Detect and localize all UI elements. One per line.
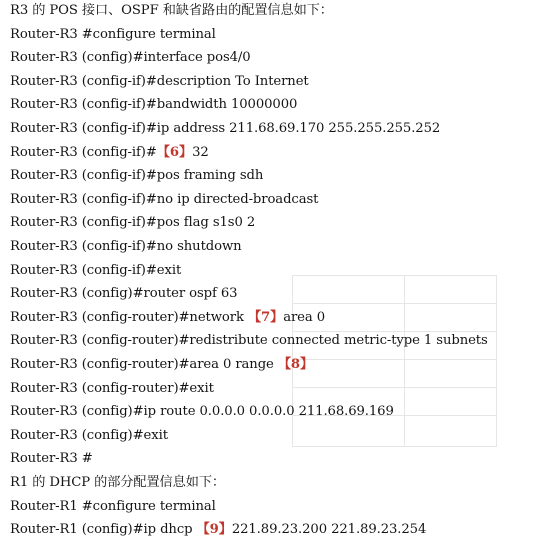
- line-text: Router-R3 (config-router)#network: [10, 309, 248, 325]
- line-text: Router-R3 (config-if)#description To Internet: [10, 73, 309, 89]
- line-text: R1 的 DHCP 的部分配置信息如下：: [10, 475, 225, 490]
- answer-blank-marker: 【7】: [247, 309, 284, 325]
- line-text-after-blank: area 0: [283, 309, 326, 325]
- line-text: Router-R3 (config-if)#pos flag s1s0 2: [10, 215, 256, 231]
- line-text: Router-R1 (config)#ip dhcp: [10, 522, 197, 538]
- line-text-after-blank: 221.89.23.200 221.89.23.254: [231, 522, 427, 538]
- config-line: [10, 309, 325, 327]
- line-text: Router-R3 (config-if)#no shutdown: [10, 239, 242, 254]
- bleed-through-table: [292, 275, 497, 447]
- config-line: [10, 285, 237, 303]
- line-text: Router-R3 (config-if)#pos framing sdh: [10, 168, 264, 184]
- answer-blank-marker: 【9】: [196, 522, 232, 538]
- config-line: [10, 167, 263, 185]
- config-line: [10, 49, 251, 67]
- line-text: R3 的 POS 接口、OSPF 和缺省路由的配置信息如下：: [10, 3, 333, 18]
- line-text: Router-R3 (config)#interface pos4/0: [10, 50, 251, 66]
- config-line: [10, 238, 242, 256]
- line-text: Router-R3 #configure terminal: [10, 26, 216, 42]
- config-line: [10, 403, 394, 421]
- config-line: [10, 262, 181, 280]
- config-line: [10, 332, 488, 350]
- line-text-after-blank: 32: [192, 144, 209, 160]
- line-text: Router-R3 (config-router)#area 0 range: [10, 357, 278, 372]
- config-line: [10, 427, 168, 445]
- config-line: [10, 474, 225, 492]
- config-line: [10, 380, 214, 398]
- line-text: Router-R3 (config-if)#bandwidth 10000000: [10, 97, 298, 113]
- config-line: [10, 144, 209, 162]
- answer-blank-marker: 【6】: [156, 144, 193, 160]
- line-text: Router-R3 (config)#router ospf 63: [10, 286, 238, 302]
- line-text: Router-R1 #configure terminal: [10, 498, 216, 514]
- config-line: [10, 191, 318, 209]
- config-line: [10, 2, 333, 20]
- config-line: [10, 96, 297, 114]
- line-text: Router-R3 (config-if)#: [10, 144, 157, 160]
- line-text: Router-R3 (config-router)#redistribute connected metric-type 1 subnets: [10, 333, 488, 349]
- line-text: Router-R3 (config-router)#exit: [10, 380, 214, 396]
- line-text: Router-R3 #: [10, 451, 93, 467]
- line-text: Router-R3 (config)#ip route 0.0.0.0 0.0.0.0 211.68.69.169: [10, 404, 394, 420]
- line-text: Router-R3 (config)#exit: [10, 427, 168, 443]
- line-text: Router-R3 (config-if)#exit: [10, 262, 182, 278]
- config-line: [10, 214, 255, 232]
- config-line: [10, 498, 216, 516]
- config-line: [10, 120, 440, 138]
- config-line: [10, 450, 93, 468]
- line-text: Router-R3 (config-if)#ip address 211.68.69.170 255.255.255.252: [10, 121, 441, 136]
- line-text: Router-R3 (config-if)#no ip directed-broadcast: [10, 191, 319, 207]
- answer-blank-marker: 【8】: [277, 357, 314, 372]
- config-line: [10, 521, 426, 539]
- config-line: [10, 356, 313, 374]
- config-line: [10, 73, 309, 91]
- config-line: [10, 26, 216, 44]
